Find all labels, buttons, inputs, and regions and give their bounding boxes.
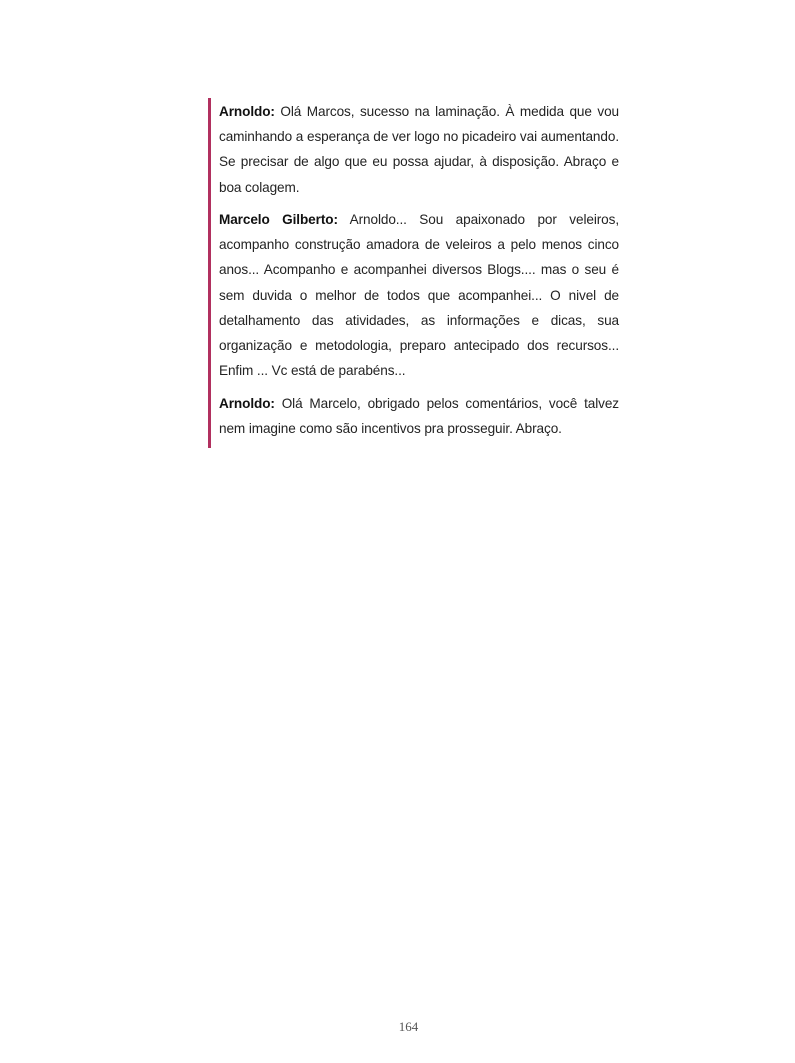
comment-text: Olá Marcos, sucesso na laminação. À medida que vou caminhando a esperança de ver logo no picadeiro vai aumentando. Se precisar de algo que eu possa ajudar, à disposição. Abraço e boa colagem. [219,104,619,195]
comment-author: Arnoldo: [219,396,275,411]
comment [219,99,619,200]
comment-author: Marcelo Gilberto: [219,212,338,227]
comment [219,207,619,383]
comment-text: Olá Marcelo, obrigado pelos comentários, você talvez nem imagine como são incentivos pra prosseguir. Abraço. [219,396,619,437]
page-number: 164 [398,1019,419,1034]
comment-text: Arnoldo... Sou apaixonado por veleiros, acompanho construção amadora de veleiros a pelo menos cinco anos... Acompanho e acompanhei diversos Blogs.... mas o seu é sem duvida o melhor de todos que acompanhei... O nivel de detalhamento das atividades, as informações e dicas, sua organização e metodologia, preparo antecipado dos recursos... Enfim ... Vc está de parabéns... [219,212,619,379]
comment-author: Arnoldo: [219,104,275,119]
comment [219,391,619,441]
